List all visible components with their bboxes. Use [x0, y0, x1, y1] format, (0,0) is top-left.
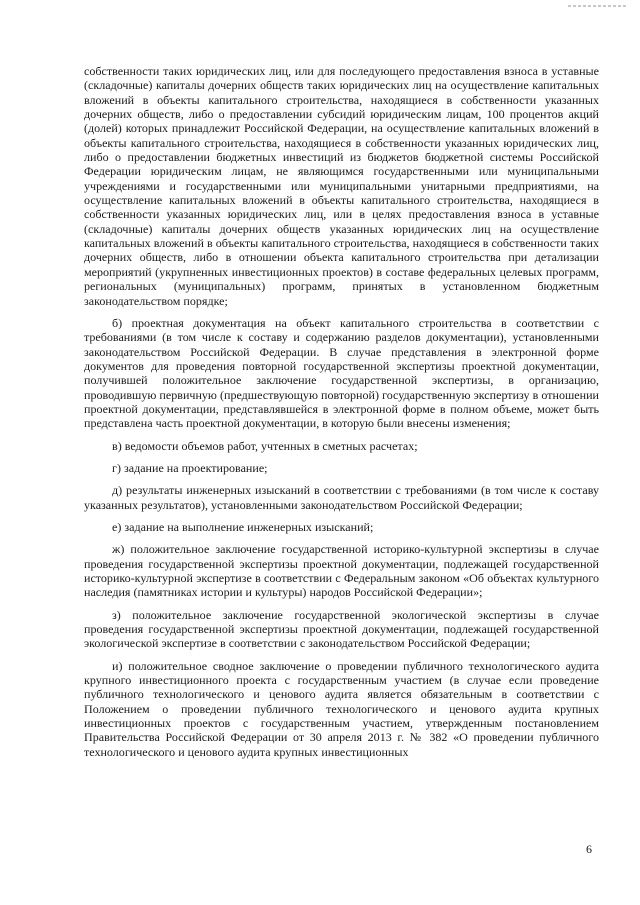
- body-text: [84, 64, 599, 767]
- paragraph-item-e: е) задание на выполнение инженерных изысканий;: [112, 519, 374, 534]
- scan-artifact: [568, 5, 628, 7]
- paragraph-continuation: собственности таких юридических лиц, или для последующего предоставления взноса в уставные (складочные) капиталы дочерних обществ таких юридических лиц на осуществление капитальных вложений в объекты капитального строительства, находящиеся в собственности указанных дочерних обществ, либо о предоставлении субсидий юридическим лицам, 100 процентов акций (долей) которых принадлежит Российской Федерации, на осуществление капитальных вложений в объекты капитального строительства, находящиеся в собственности указанных юридических лиц, либо о предоставлении бюджетных инвестиций из бюджетов бюджетной системы Российской Федерации юридическим лицам, не являющимся государственными или муниципальными учреждениями и государственными или муниципальными унитарными предприятиями, на осуществление капитальных вложений в объекты капитального строительства, находящиеся в собственности указанных юридических лиц, или в целях предоставления взноса в уставные (складочные) капиталы дочерних обществ указанных юридических лиц на осуществление капитальных вложений в объекты капитального строительства, находящиеся в собственности таких дочерних обществ, либо в отношении объекта капитального строительства при детализации мероприятий (укрупненных инвестиционных проектов) в составе федеральных целевых программ, региональных (муниципальных) программ, принятых в установленном бюджетным законодательством порядке;: [84, 64, 599, 308]
- paragraph-item-b: б) проектная документация на объект капитального строительства в соответствии с требованиями (в том числе к составу и содержанию разделов документации), установленными законодательством Российской Федерации. В случае представления в электронной форме документов для проведения повторной государственной экспертизы проектной документации, получившей положительное заключение государственной экспертизы, в организацию, проводившую первичную (предшествующую повторной) государственную экспертизу в отношении проектной документации, представлявшейся в электронной форме в полном объеме, может быть представлена часть проектной документации, в которую были внесены изменения;: [84, 315, 599, 431]
- paragraph-item-g: г) задание на проектирование;: [112, 460, 268, 475]
- paragraph-item-d: д) результаты инженерных изысканий в соответствии с требованиями (в том числе к составу указанных результатов), установленными законодательством Российской Федерации;: [84, 483, 599, 512]
- paragraph-item-v: в) ведомости объемов работ, учтенных в сметных расчетах;: [112, 438, 418, 453]
- paragraph-item-zh: ж) положительное заключение государственной историко-культурной экспертизы в случае проведения государственной экспертизы проектной документации, подлежащей государственной историко-культурной экспертизе в соответствии с Федеральным законом «Об объектах культурного наследия (памятниках истории и культуры) народов Российской Федерации»;: [84, 542, 599, 600]
- paragraph-item-z: з) положительное заключение государственной экологической экспертизы в случае проведения государственной экспертизы проектной документации, подлежащей государственной экологической экспертизе в соответствии с законодательством Российской Федерации;: [84, 607, 599, 651]
- paragraph-item-i: и) положительное сводное заключение о проведении публичного технологического аудита крупного инвестиционного проекта с государственным участием (в случае если проведение публичного технологического и ценового аудита является обязательным в соответствии с Положением о проведении публичного технологического и ценового аудита крупных инвестиционных проектов с государственным участием, утвержденным постановлением Правительства Российской Федерации от 30 апреля 2013 г. № 382 «О проведении публичного технологического и ценового аудита крупных инвестиционных: [84, 658, 599, 759]
- page-number: 6: [586, 842, 592, 856]
